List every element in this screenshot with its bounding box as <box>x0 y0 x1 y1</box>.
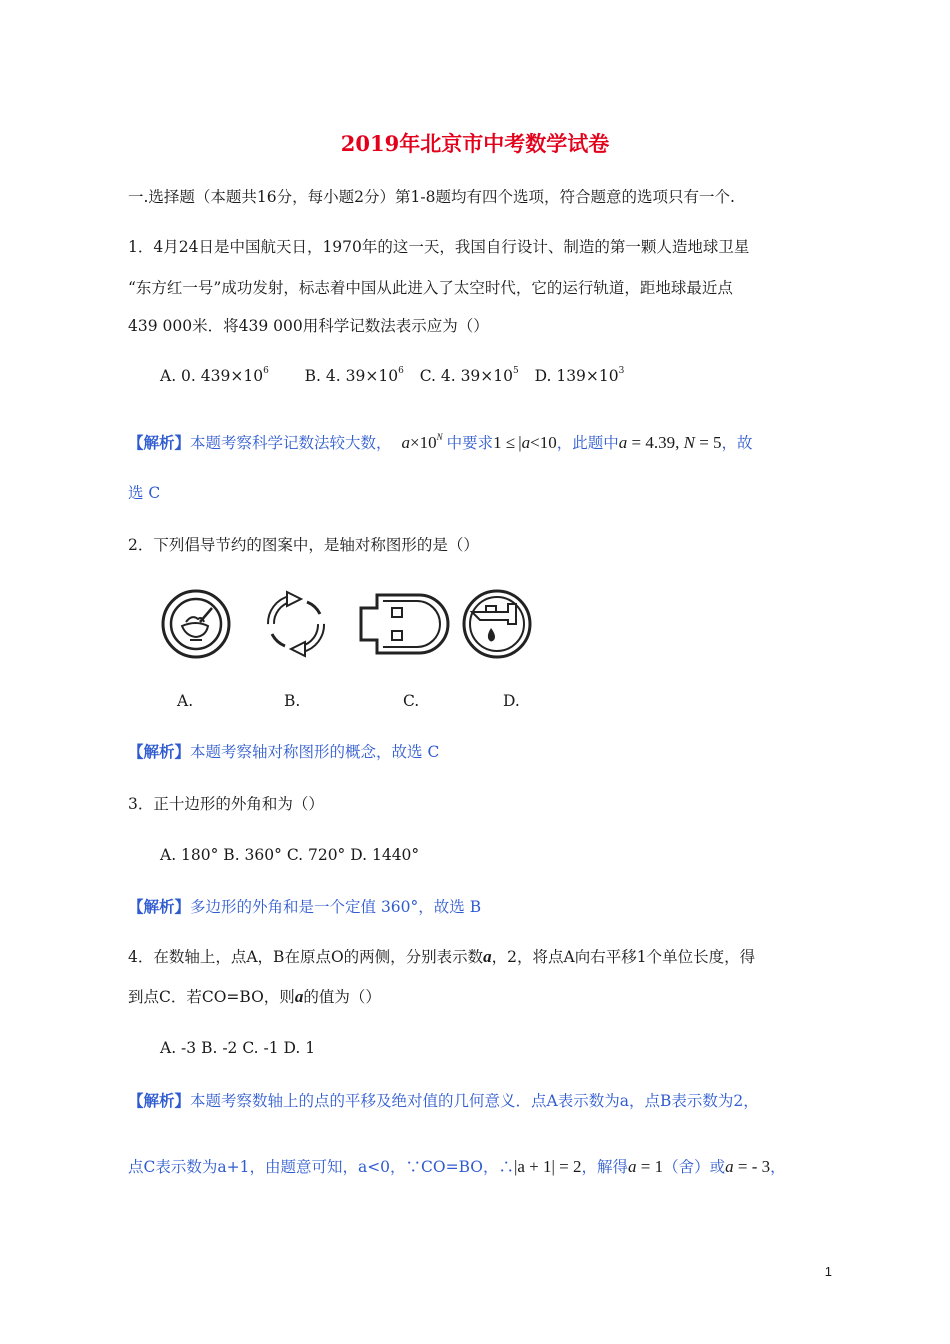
q1-options <box>160 367 624 385</box>
q1-line1: 1．4月24日是中国航天日，1970年的这一天，我国自行设计、制造的第一颗人造地球卫星 <box>128 238 750 256</box>
q1-line2: “东方红一号”成功发射，标志着中国从此进入了太空时代，它的运行轨道，距地球最近点 <box>128 279 733 297</box>
plug-icon <box>357 592 453 656</box>
q1-option-d: D. $139\times 10^3$ <box>534 366 625 385</box>
q2-label-c: C. <box>403 692 420 710</box>
formula-a2: a = - 3 <box>725 1157 771 1176</box>
q4-options: A. -3 B. -2 C. -1 D. 1 <box>160 1039 316 1057</box>
page-title: 2019年北京市中考数学试卷 <box>340 131 610 156</box>
q2-label-d: D. <box>503 692 520 710</box>
formula-sci-notation: $a\times 10^N$ <box>401 432 443 452</box>
q3-options: A. 180° B. 360° C. 720° D. 1440° <box>160 846 420 864</box>
q2-label-a: A. <box>177 692 194 710</box>
q4-line1: 4．在数轴上，点A，B在原点O的两侧，分别表示数a，2，将点A向右平移1个单位长度，得 <box>128 947 756 966</box>
q2-label-b: B. <box>284 692 301 710</box>
formula-values: a = 4.39, N = 5 <box>618 433 722 452</box>
q2-analysis: 【解析】本题考察轴对称图形的概念，故选 C <box>128 742 440 761</box>
section-heading: 一.选择题（本题共16分，每小题2分）第1-8题均有四个选项，符合题意的选项只有一个. <box>128 188 735 206</box>
q4-analysis-line2: 点C表示数为a+1，由题意可知，a<0，∵CO=BO，∴|a + 1| = 2，解得a = 1（舍）或a = - 3， <box>128 1157 786 1176</box>
q2-stem: 2．下列倡导节约的图案中，是轴对称图形的是（） <box>128 536 479 554</box>
q1-option-c: C. 4. $39\times 10^5$ <box>419 366 519 385</box>
faucet-icon <box>460 588 534 660</box>
q4-analysis-line1: 【解析】本题考察数轴上的点的平移及绝对值的几何意义．点A表示数为a，点B表示数为2， <box>128 1091 759 1110</box>
q4-line2: 到点C．若CO=BO，则a的值为（） <box>128 987 381 1006</box>
analysis-label: 【解析】 <box>128 433 191 452</box>
q3-stem: 3．正十边形的外角和为（） <box>128 795 324 813</box>
q1-analysis: 【解析】本题考察科学记数法较大数， $a\times 10^N$ 中要求1 ≤ |a<10，此题中a = 4.39, N = 5，故 <box>128 432 753 452</box>
q1-line3: 439 000米．将439 000用科学记数法表示应为（） <box>128 317 489 335</box>
bowl-icon <box>160 588 232 660</box>
q1-option-b: B. 4. $39\times 10^6$ <box>304 366 404 385</box>
q1-option-a: A. 0. $439\times 10^6$ <box>160 366 269 385</box>
page-number: 1 <box>824 1264 832 1279</box>
formula-abs: |a + 1| = 2 <box>513 1157 582 1176</box>
q3-analysis: 【解析】多边形的外角和是一个定值 360°，故选 B <box>128 897 482 916</box>
formula-a1: a = 1 <box>628 1157 664 1176</box>
formula-range: 1 ≤ |a<10 <box>493 433 557 452</box>
recycle-icon <box>257 588 335 660</box>
q1-analysis-line2: 选 C <box>128 484 161 502</box>
